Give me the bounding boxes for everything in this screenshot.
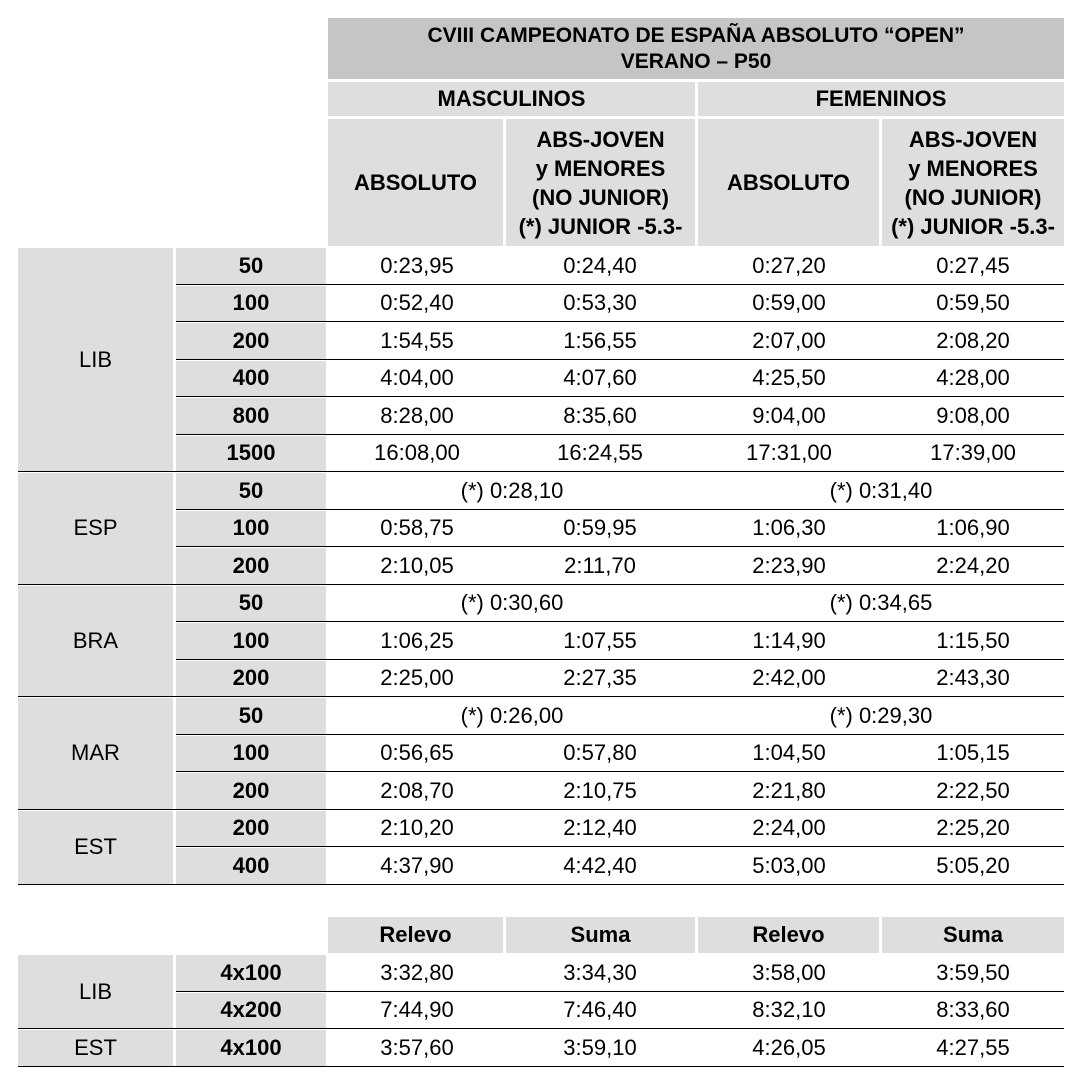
time-cell: 4:07,60 [563,365,637,391]
row-divider [176,321,1064,322]
time-cell: 1:06,30 [752,515,826,541]
time-cell: 0:59,00 [752,290,826,316]
relay-column-header: Relevo [328,917,503,953]
stroke-label: EST [18,811,173,884]
merged-time-cell: (*) 0:28,10 [460,477,564,503]
time-cell: 2:08,70 [380,777,454,803]
distance-label: 4x100 [176,955,326,991]
masculinos-header: MASCULINOS [328,82,695,116]
merged-time-cell: (*) 0:30,60 [460,590,564,616]
row-divider [18,696,1064,697]
time-cell: 3:57,60 [380,1034,454,1060]
time-cell: 16:08,00 [374,440,460,466]
abs-joven-line-4: (*) JUNIOR -5.3- [518,213,683,239]
distance-label: 1500 [176,436,326,472]
distance-label: 50 [176,473,326,509]
time-cell: 1:06,90 [936,515,1010,541]
time-cell: 2:24,20 [936,552,1010,578]
time-cell: 17:39,00 [930,440,1016,466]
abs-joven-line-2: y MENORES [535,155,666,181]
distance-label: 100 [176,736,326,772]
time-cell: 16:24,55 [557,440,643,466]
femeninos-header: FEMENINOS [698,82,1064,116]
time-cell: 3:58,00 [752,959,826,985]
time-cell: 1:06,25 [380,627,454,653]
time-cell: 2:24,00 [752,815,826,841]
time-cell: 0:59,95 [563,515,637,541]
title-line-2: VERANO – P50 [620,49,772,73]
time-cell: 2:10,75 [563,777,637,803]
time-cell: 17:31,00 [746,440,832,466]
time-cell: 2:42,00 [752,665,826,691]
row-divider [18,471,1064,472]
time-cell: 1:04,50 [752,740,826,766]
time-cell: 1:15,50 [936,627,1010,653]
row-divider [176,509,1064,510]
stroke-label: LIB [18,248,173,471]
abs-joven-line-1: ABS-JOVEN [908,126,1038,152]
time-cell: 0:53,30 [563,290,637,316]
distance-label: 50 [176,698,326,734]
abs-joven-line-1: ABS-JOVEN [536,126,665,152]
abs-joven-line-4: (*) JUNIOR -5.3- [891,213,1055,239]
time-cell: 9:08,00 [936,402,1010,428]
row-divider [18,1066,1064,1067]
merged-time-cell: (*) 0:29,30 [829,702,933,728]
time-cell: 2:23,90 [752,552,826,578]
masc-absoluto-header: ABSOLUTO [328,119,503,246]
time-cell: 4:27,55 [936,1034,1010,1060]
time-cell: 4:25,50 [752,365,826,391]
time-cell: 8:32,10 [752,997,826,1023]
time-cell: 0:24,40 [563,252,637,278]
time-cell: 0:52,40 [380,290,454,316]
distance-label: 50 [176,586,326,622]
time-cell: 1:56,55 [563,327,637,353]
relay-column-header: Relevo [698,917,879,953]
row-divider [18,584,1064,585]
time-cell: 8:28,00 [380,402,454,428]
time-cell: 4:37,90 [380,852,454,878]
time-cell: 5:05,20 [936,852,1010,878]
distance-label: 200 [176,661,326,697]
distance-label: 800 [176,398,326,434]
row-divider [176,359,1064,360]
row-divider [176,846,1064,847]
distance-label: 100 [176,511,326,547]
row-divider [176,284,1064,285]
abs-joven-line-2: y MENORES [908,155,1038,181]
masc-abs-joven-header [506,119,695,246]
fem-abs-joven-header [882,119,1064,246]
row-divider [176,546,1064,547]
stroke-label: BRA [18,586,173,697]
row-divider [176,659,1064,660]
time-cell: 1:54,55 [380,327,454,353]
time-cell: 1:05,15 [936,740,1010,766]
time-cell: 2:21,80 [752,777,826,803]
row-divider [176,991,1064,992]
row-divider [176,434,1064,435]
time-cell: 2:12,40 [563,815,637,841]
distance-label: 100 [176,623,326,659]
distance-label: 200 [176,811,326,847]
stroke-label: EST [18,1030,173,1066]
time-cell: 0:56,65 [380,740,454,766]
distance-label: 200 [176,773,326,809]
time-cell: 1:07,55 [563,627,637,653]
time-cell: 7:44,90 [380,997,454,1023]
abs-joven-line-3: (NO JUNIOR) [904,184,1042,210]
time-cell: 0:59,50 [936,290,1010,316]
time-cell: 2:10,05 [380,552,454,578]
time-cell: 0:27,20 [752,252,826,278]
merged-time-cell: (*) 0:31,40 [829,477,933,503]
time-cell: 4:42,40 [563,852,637,878]
time-cell: 0:57,80 [563,740,637,766]
time-cell: 7:46,40 [563,997,637,1023]
row-divider [18,1028,1064,1029]
time-cell: 2:25,00 [380,665,454,691]
distance-label: 200 [176,323,326,359]
distance-label: 100 [176,286,326,322]
time-cell: 1:14,90 [752,627,826,653]
time-cell: 3:59,50 [936,959,1010,985]
time-cell: 2:08,20 [936,327,1010,353]
row-divider [176,734,1064,735]
distance-label: 4x100 [176,1030,326,1066]
stroke-label: LIB [18,955,173,1028]
relay-column-header: Suma [506,917,695,953]
stroke-label: MAR [18,698,173,809]
row-divider [176,396,1064,397]
time-cell: 3:59,10 [563,1034,637,1060]
time-cell: 2:22,50 [936,777,1010,803]
row-divider [176,621,1064,622]
distance-label: 4x200 [176,993,326,1029]
time-cell: 4:04,00 [380,365,454,391]
row-divider [18,809,1064,810]
time-cell: 2:10,20 [380,815,454,841]
time-cell: 8:33,60 [936,997,1010,1023]
distance-label: 200 [176,548,326,584]
relay-column-header: Suma [882,917,1064,953]
time-cell: 5:03,00 [752,852,826,878]
title-line-1: CVIII CAMPEONATO DE ESPAÑA ABSOLUTO “OPEN” [427,23,965,47]
time-cell: 2:07,00 [752,327,826,353]
time-cell: 0:58,75 [380,515,454,541]
abs-joven-line-3: (NO JUNIOR) [532,184,669,210]
time-cell: 4:28,00 [936,365,1010,391]
time-cell: 0:27,45 [936,252,1010,278]
championship-title [328,18,1064,79]
time-cell: 2:25,20 [936,815,1010,841]
time-cell: 2:11,70 [564,552,636,578]
time-cell: 2:43,30 [936,665,1010,691]
time-cell: 2:27,35 [563,665,637,691]
time-cell: 3:34,30 [563,959,637,985]
stroke-label: ESP [18,473,173,584]
distance-label: 50 [176,248,326,284]
time-cell: 9:04,00 [752,402,826,428]
row-divider [18,884,1064,885]
time-cell: 8:35,60 [563,402,637,428]
merged-time-cell: (*) 0:26,00 [460,702,564,728]
distance-label: 400 [176,361,326,397]
fem-absoluto-header: ABSOLUTO [698,119,879,246]
distance-label: 400 [176,848,326,884]
merged-time-cell: (*) 0:34,65 [829,590,933,616]
row-divider [176,771,1064,772]
time-cell: 4:26,05 [752,1034,826,1060]
time-cell: 3:32,80 [380,959,454,985]
time-cell: 0:23,95 [380,252,454,278]
